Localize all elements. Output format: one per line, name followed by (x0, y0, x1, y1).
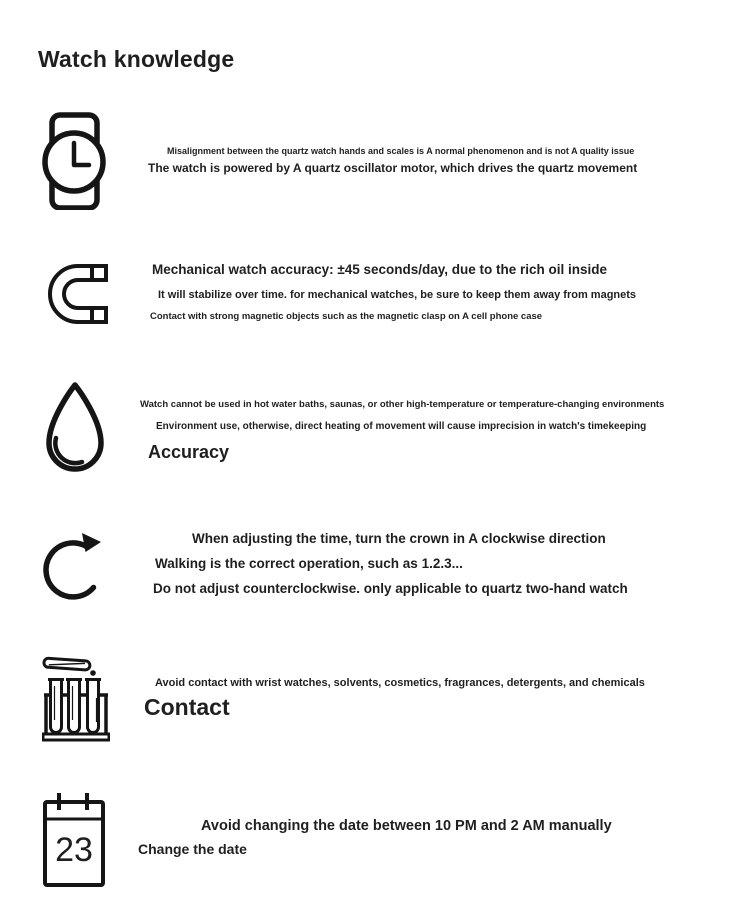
quartz-note-small: Misalignment between the quartz watch hands and scales is A normal phenomenon and is not A quality issue (167, 146, 635, 156)
test-tubes-icon (42, 650, 110, 742)
adjust-note-clockwise: When adjusting the time, turn the crown in A clockwise direction (192, 531, 606, 546)
adjust-note-counterclockwise: Do not adjust counterclockwise. only applicable to quartz two-hand watch (153, 581, 628, 596)
chemicals-note: Avoid contact with wrist watches, solvents, cosmetics, fragrances, detergents, and chemicals (155, 677, 645, 689)
quartz-note-main: The watch is powered by A quartz oscillator motor, which drives the quartz movement (148, 161, 638, 175)
magnet-note-stabilize: It will stabilize over time. for mechanical watches, be sure to keep them away from magnets (158, 289, 637, 301)
magnet-note-accuracy: Mechanical watch accuracy: ±45 seconds/day, due to the rich oil inside (152, 262, 608, 277)
page-title: Watch knowledge (38, 46, 235, 73)
date-heading: Change the date (138, 841, 247, 857)
temperature-note-small: Watch cannot be used in hot water baths, saunas, or other high-temperature or temperature-changing environments (140, 399, 665, 410)
wristwatch-icon (40, 110, 106, 210)
water-drop-icon (42, 380, 108, 478)
clockwise-arrow-icon (40, 524, 106, 608)
calendar-day: 23 (55, 831, 93, 869)
chemicals-heading: Contact (144, 694, 230, 720)
adjust-note-walking: Walking is the correct operation, such as 1.2.3... (155, 556, 463, 571)
magnet-icon (48, 263, 110, 325)
magnet-note-contact: Contact with strong magnetic objects such as the magnetic clasp on A cell phone case (150, 311, 543, 322)
temperature-heading: Accuracy (148, 442, 230, 462)
temperature-note-main: Environment use, otherwise, direct heating of movement will cause imprecision in watch's timekeeping (156, 421, 647, 432)
date-note: Avoid changing the date between 10 PM and 2 AM manually (201, 818, 612, 834)
calendar-icon (42, 790, 106, 888)
